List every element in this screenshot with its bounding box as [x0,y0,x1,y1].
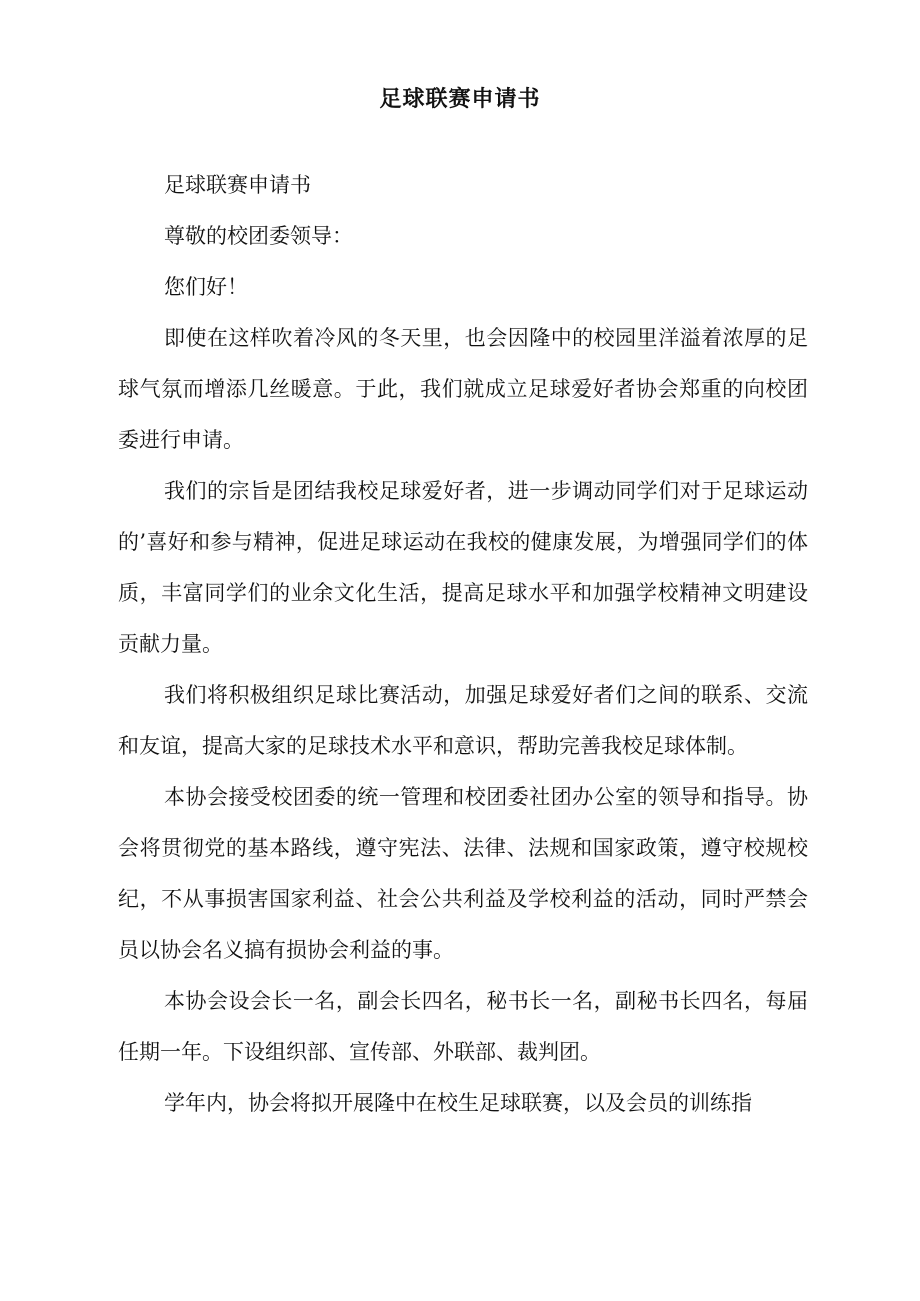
paragraph-plans: 学年内，协会将拟开展隆中在校生足球联赛，以及会员的训练指 [164,1091,752,1115]
document-title: 足球联赛申请书 [379,87,541,112]
paragraph-structure: 本协会设会长一名，副会长四名，秘书长一名，副秘书长四名，每届任期一年。下设组织部、宣传部、外联部、裁判团。 [118,989,808,1064]
paragraph-activities: 我们将积极组织足球比赛活动，加强足球爱好者们之间的联系、交流和友谊，提高大家的足球技术水平和意识，帮助完善我校足球体制。 [118,683,808,758]
paragraph-greeting: 您们好！ [164,275,248,299]
paragraph-heading: 足球联赛申请书 [164,173,311,197]
paragraph-intro: 即使在这样吹着冷风的冬天里，也会因隆中的校园里洋溢着浓厚的足球气氛而增添几丝暖意。于此，我们就成立足球爱好者协会郑重的向校团委进行申请。 [118,326,808,452]
paragraph-salutation: 尊敬的校团委领导： [164,224,353,248]
document-body [118,160,808,1129]
paragraph-management: 本协会接受校团委的统一管理和校团委社团办公室的领导和指导。协会将贯彻党的基本路线，遵守宪法、法律、法规和国家政策，遵守校规校纪，不从事损害国家利益、社会公共利益及学校利益的活动，同时严禁会员以协会名义搞有损协会利益的事。 [118,785,808,962]
paragraph-purpose: 我们的宗旨是团结我校足球爱好者，进一步调动同学们对于足球运动的’喜好和参与精神，促进足球运动在我校的健康发展，为增强同学们的体质，丰富同学们的业余文化生活，提高足球水平和加强学校精神文明建设贡献力量。 [118,479,808,656]
